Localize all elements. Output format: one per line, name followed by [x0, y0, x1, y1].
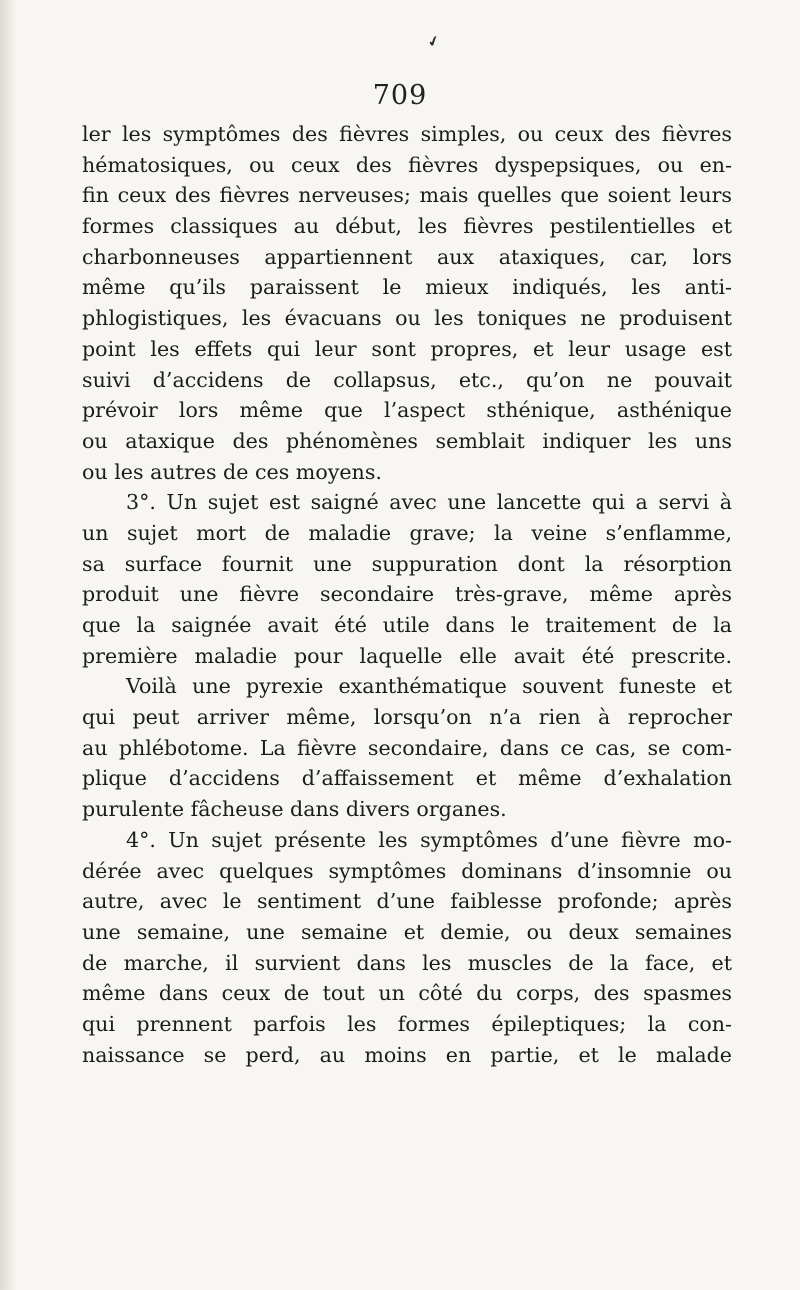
text-line: même qu’ils paraissent le mieux indiqués, les anti-	[82, 275, 732, 300]
page-number: 709	[372, 80, 428, 111]
text-line: fin ceux des fièvres nerveuses; mais quelles que soient leurs	[82, 183, 732, 208]
text-line: que la saignée avait été utile dans le traitement de la	[82, 613, 732, 637]
text-line: formes classiques au début, les fièvres pestilentielles et	[82, 214, 732, 239]
text-line: qui peut arriver même, lorsqu’on n’a rien à reprocher	[82, 705, 732, 730]
text-line: première maladie pour laquelle elle avait été prescrite.	[82, 643, 732, 668]
text-line: autre, avec le sentiment d’une faiblesse profonde; après	[82, 889, 732, 914]
text-line: qui prennent parfois les formes épileptiques; la con-	[82, 1011, 732, 1036]
text-line: 3°. Un sujet est saigné avec une lancette qui a servi à	[126, 490, 732, 515]
text-line: suivi d’accidens de collapsus, etc., qu’on ne pouvait	[82, 367, 732, 392]
text-line: charbonneuses appartiennent aux ataxiques, car, lors	[82, 244, 732, 269]
text-line: 4°. Un sujet présente les symptômes d’une fièvre mo-	[126, 827, 732, 852]
text-line: ou les autres de ces moyens.	[82, 459, 382, 484]
text-line: de marche, il survient dans les muscles de la face, et	[82, 950, 732, 975]
body-text	[82, 119, 732, 1070]
text-line: purulente fâcheuse dans divers organes.	[82, 797, 507, 822]
text-line: Voilà une pyrexie exanthématique souvent funeste et	[126, 674, 732, 699]
text-line: point les effets qui leur sont propres, et leur usage est	[82, 336, 732, 361]
text-line: prévoir lors même que l’aspect sthénique, asthénique	[82, 398, 732, 423]
text-line: un sujet mort de maladie grave; la veine s’enflamme,	[82, 520, 732, 545]
text-line: même dans ceux de tout un côté du corps, des spasmes	[82, 981, 732, 1006]
text-line: plique d’accidens d’affaissement et même d’exhalation	[82, 766, 732, 791]
page-gutter-shadow	[0, 0, 16, 1290]
text-line: dérée avec quelques symptômes dominans d’insomnie ou	[82, 858, 732, 883]
text-line: au phlébotome. La fièvre secondaire, dans ce cas, se com-	[82, 735, 732, 760]
text-line: phlogistiques, les évacuans ou les toniques ne produisent	[82, 306, 732, 331]
text-line: naissance se perd, au moins en partie, et le malade	[82, 1042, 732, 1067]
text-line: sa surface fournit une suppuration dont la résorption	[82, 551, 732, 576]
text-line: hématosiques, ou ceux des fièvres dyspepsiques, ou en-	[82, 152, 732, 177]
ink-mark: ✔	[425, 32, 443, 52]
text-line: ou ataxique des phénomènes semblait indiquer les uns	[82, 428, 732, 453]
text-line: ler les symptômes des fièvres simples, ou ceux des fièvres	[82, 122, 732, 146]
text-line: une semaine, une semaine et demie, ou deux semaines	[82, 919, 732, 944]
text-line: produit une fièvre secondaire très-grave, même après	[82, 582, 732, 607]
